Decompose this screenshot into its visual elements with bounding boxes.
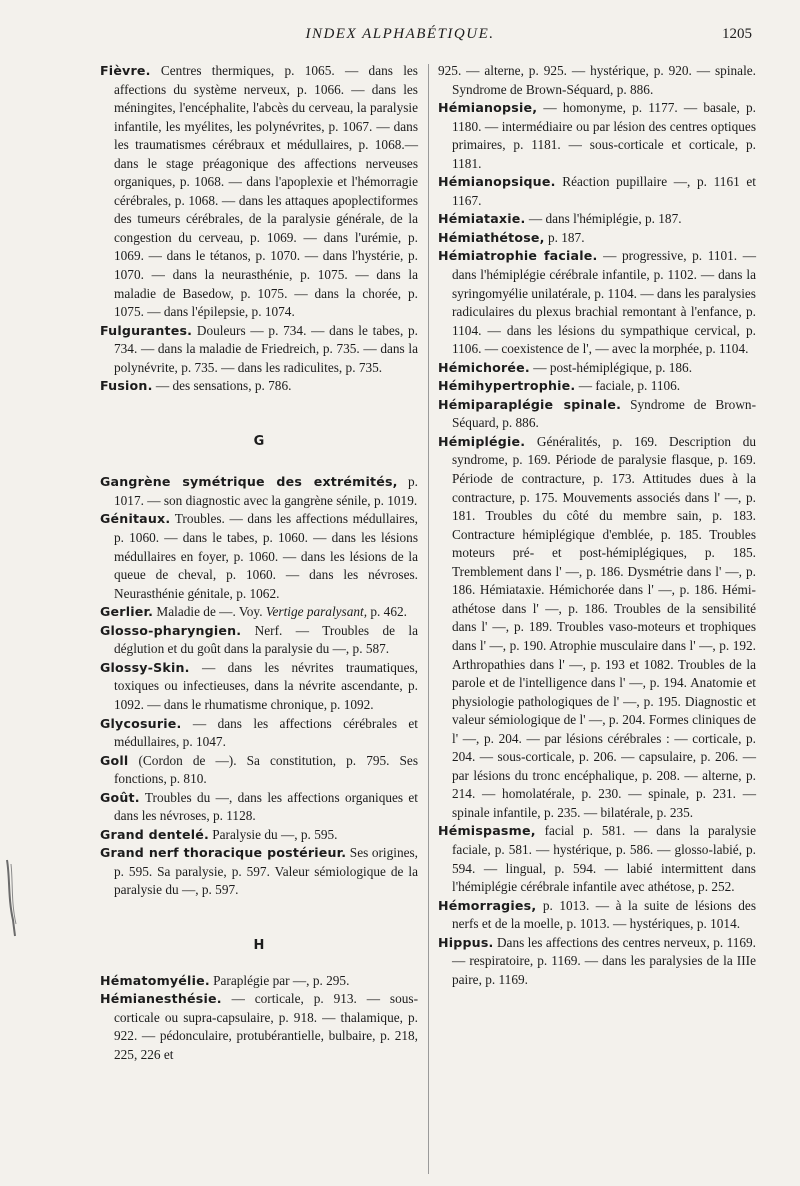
entry-text: p. 1013. — à la suite de lésions des nerfs et de la moelle, p. 1013. — hystériques, p. 1014.	[452, 897, 756, 932]
index-entry-continued	[438, 62, 756, 99]
entry-head: Hémianopsique.	[438, 174, 556, 190]
entry-text: — dans les névrites traumatiques, toxiques ou infectieuses, dans la névrite ascendante, p. 1092. — dans le rhumatisme chronique, p. 1092.	[114, 659, 418, 712]
entry-head: Génitaux.	[100, 511, 171, 527]
entry-text: — progressive, p. 1101. — dans l'hémiplégie cérébrale infantile, p. 1102. — dans la syringomyélie unilatérale, p. 1104. — dans les paralysies radiculaires du plexus brachial remontant à l'enfance, p. 1104. — dans les lésions du sympathique cervical, p. 1106. — coexistence de l', — avec la morphée, p. 1104.	[452, 248, 756, 357]
index-entry	[438, 433, 756, 822]
index-entry	[100, 62, 418, 322]
entry-text: Maladie de —. Voy.	[153, 604, 266, 620]
entry-text: Centres thermiques, p. 1065. — dans les affections du système nerveux, p. 1066. — dans les méningites, l'encéphalite, l'abcès du cerveau, la paralysie infantile, les myélites, les polynévrites, p. 1067. — dans les traumatismes cérébraux et médullaires, p. 1068.— dans le stage préagonique des affections nerveuses organiques, p. 1068. — dans l'apoplexie et l'hémorragie cérébrales, p. 1068. — dans les attaques apoplectiformes des tumeurs cérébrales, de la paralysie générale, de la congestion du cerveau, p. 1069. — dans l'urémie, p. 1069. — dans le tétanos, p. 1070. — dans l'hystérie, p. 1070. — dans la neurasthénie, p. 1075. — dans la maladie de Basedow, p. 1075. — dans la chorée, p. 1075. — dans l'épilepsie, p. 1074.	[114, 63, 418, 320]
entry-text: Syndrome de Brown-Séquard, p. 886.	[452, 396, 756, 431]
left-column	[100, 62, 418, 1064]
entry-text: Troubles. — dans les affections médullaires, p. 1060. — dans le tabes, p. 1060. — dans les lésions médullaires en foyer, p. 1060. — dans les lésions de la queue de cheval, p. 1060. — dans les névroses. Neurasthénie génitale, p. 1062.	[114, 511, 418, 601]
entry-text: Paralysie du —, p. 595.	[208, 826, 338, 842]
entry-tail: p. 462.	[367, 604, 407, 620]
entry-text: facial p. 581. — dans la paralysie faciale, p. 581. — hystérique, p. 586. — glosso-labié, p. 594. — lingual, p. 594. — labié intermittent dans l'hémiplégie cérébrale infantile avec athétose, p. 252.	[452, 823, 756, 895]
entry-head: Hémianesthésie.	[100, 991, 222, 1007]
entry-head: Hémihypertrophie.	[438, 378, 576, 394]
entry-head: Fulgurantes.	[100, 322, 193, 338]
section-letter-g: G	[253, 433, 265, 449]
margin-pencil-mark	[4, 858, 18, 938]
index-entry	[100, 659, 418, 715]
index-entry	[100, 752, 418, 789]
entry-head: Hémiathétose,	[438, 229, 545, 245]
entry-head: Hémiparaplégie spinale.	[438, 396, 622, 412]
entry-head: Hémiplégie.	[438, 433, 526, 449]
entry-head: Glycosurie.	[100, 715, 182, 731]
index-entry	[100, 622, 418, 659]
entry-text: Réaction pupillaire —, p. 1161 et 1167.	[452, 174, 756, 208]
entry-head: Hémianopsie,	[438, 100, 538, 116]
running-title: INDEX ALPHABÉTIQUE.	[305, 26, 495, 42]
index-entry	[438, 359, 756, 378]
entry-head: Fièvre.	[100, 63, 151, 78]
entry-head: Hémorragies,	[438, 897, 537, 913]
right-column	[438, 62, 756, 989]
entry-text: — post-hémiplégique, p. 186.	[529, 359, 693, 375]
entry-head: Hippus.	[438, 934, 494, 950]
entry-text: Paraplégie par —, p. 295.	[209, 972, 350, 988]
entry-head: Hématomyélie.	[100, 972, 210, 988]
entry-head: Glosso-pharyngien.	[100, 622, 242, 638]
index-entry	[438, 247, 756, 358]
index-entry	[100, 603, 418, 622]
index-entry	[438, 210, 756, 229]
entry-head: Gerlier.	[100, 604, 154, 620]
entry-text: Troubles du —, dans les affections organiques et dans les névroses, p. 1128.	[114, 789, 418, 824]
entry-text: Nerf. — Troubles de la déglution et du goût dans la paralysie du —, p. 587.	[114, 622, 418, 657]
entry-text: — dans les affections cérébrales et médullaires, p. 1047.	[114, 715, 418, 750]
entry-text: Ses origines, p. 595. Sa paralysie, p. 597. Valeur sémiologique de la paralysie du —, p. 597.	[114, 845, 418, 898]
entry-text: 925. — alterne, p. 925. — hystérique, p. 920. — spinale. Syndrome de Brown-Séquard, p. 886.	[438, 63, 756, 97]
page-number: 1205	[722, 26, 752, 42]
entry-head: Goll	[100, 752, 129, 768]
entry-head: Hémiatrophie faciale.	[438, 248, 598, 264]
entry-head: Hémiataxie.	[438, 211, 526, 227]
entry-italic: Vertige paralysant,	[265, 604, 368, 620]
entry-text: Généralités, p. 169. Description du syndrome, p. 169. Période de paralysie flasque, p. 169. Période de contracture, p. 173. Attitudes dues à la contracture, p. 175. Mouvements associés dans l' —, p. 181. Troubles du côté du membre sain, p. 183. Contracture hémiplégique d'emblée, p. 185. Troubles moteurs pré- et post-hémiplégiques, p. 185. Tremblement dans l' —, p. 186. Dysmétrie dans l' —, p. 186. Hémiataxie. Hémichorée dans l' —, p. 186. Hémi-athétose dans l' —, p. 186. Troubles de la sensibilité dans l' —, p. 189. Troubles vaso-moteurs et trophiques dans l' —, p. 190. Atrophie musculaire dans l' —, p. 192. Arthropathies dans l' —, p. 193 et 1082. Troubles de la parole et de l'intelligence dans l' —, p. 194. Anatomie et physiologie pathologiques de l' —, p. 195. Diagnostic et valeur sémiologique de l' —, p. 204. Formes cliniques de l' —, p. 204. — par lésions cérébrales : — corticale, p. 204. — sous-corticale, p. 206. — capsulaire, p. 206. — par lésions du tronc encéphalique, p. 208. — alterne, p. 214. — homolatérale, p. 230. — spinale, p. 231. — spinale infantile, p. 235. — bilatérale, p. 235.	[452, 433, 756, 820]
entry-head: Gangrène symétrique des extrémités,	[100, 474, 398, 490]
index-entry	[438, 173, 756, 210]
entry-head: Grand nerf thoracique postérieur.	[100, 845, 347, 861]
entry-head: Glossy-Skin.	[100, 659, 190, 675]
index-entry	[100, 322, 418, 378]
entry-head: Hémispasme,	[438, 823, 536, 839]
section-letter-h: H	[253, 937, 265, 953]
entry-text: p. 187.	[544, 229, 585, 245]
entry-head: Goût.	[100, 789, 140, 805]
index-entry	[100, 990, 418, 1064]
column-divider	[428, 64, 429, 1174]
entry-text: — faciale, p. 1106.	[575, 378, 681, 394]
entry-text: — corticale, p. 913. — sous-corticale ou supra-capsulaire, p. 918. — thalamique, p. 922. — pédonculaire, protubérantielle, bulbaire, p. 218, 225, 226 et	[114, 991, 418, 1062]
index-entry	[438, 822, 756, 896]
index-entry	[438, 396, 756, 433]
entry-text: — dans l'hémiplégie, p. 187.	[525, 211, 682, 227]
index-entry	[100, 844, 418, 900]
index-entry	[438, 377, 756, 396]
index-entry	[100, 972, 418, 991]
index-entry	[438, 934, 756, 990]
entry-text: Dans les affections des centres nerveux, p. 1169. — respiratoire, p. 1169. — dans les paralysies de la IIIe paire, p. 1169.	[452, 934, 756, 987]
entry-text: — des sensations, p. 786.	[152, 378, 292, 394]
index-entry	[100, 715, 418, 752]
index-entry	[438, 99, 756, 173]
index-entry	[100, 377, 418, 396]
index-entry	[100, 789, 418, 826]
entry-head: Fusion.	[100, 378, 153, 394]
index-entry	[438, 897, 756, 934]
entry-head: Grand dentelé.	[100, 826, 209, 842]
entry-text: p. 1017. — son diagnostic avec la gangrène sénile, p. 1019.	[114, 474, 419, 508]
entry-head: Hémichorée.	[438, 359, 530, 375]
index-entry	[438, 229, 756, 248]
index-entry	[100, 510, 418, 603]
index-entry	[100, 826, 418, 845]
entry-text: (Cordon de —). Sa constitution, p. 795. Ses fonctions, p. 810.	[114, 752, 418, 787]
running-header	[0, 26, 800, 48]
entry-text: Douleurs — p. 734. — dans le tabes, p. 734. — dans la maladie de Friedreich, p. 735. — dans la polynévrite, p. 735. — dans les radiculites, p. 735.	[114, 322, 418, 375]
index-entry	[100, 473, 418, 510]
entry-text: — homonyme, p. 1177. — basale, p. 1180. — intermédiaire ou par lésion des centres optiques primaires, p. 1181. — sous-corticale et corticale, p. 1181.	[452, 100, 756, 171]
